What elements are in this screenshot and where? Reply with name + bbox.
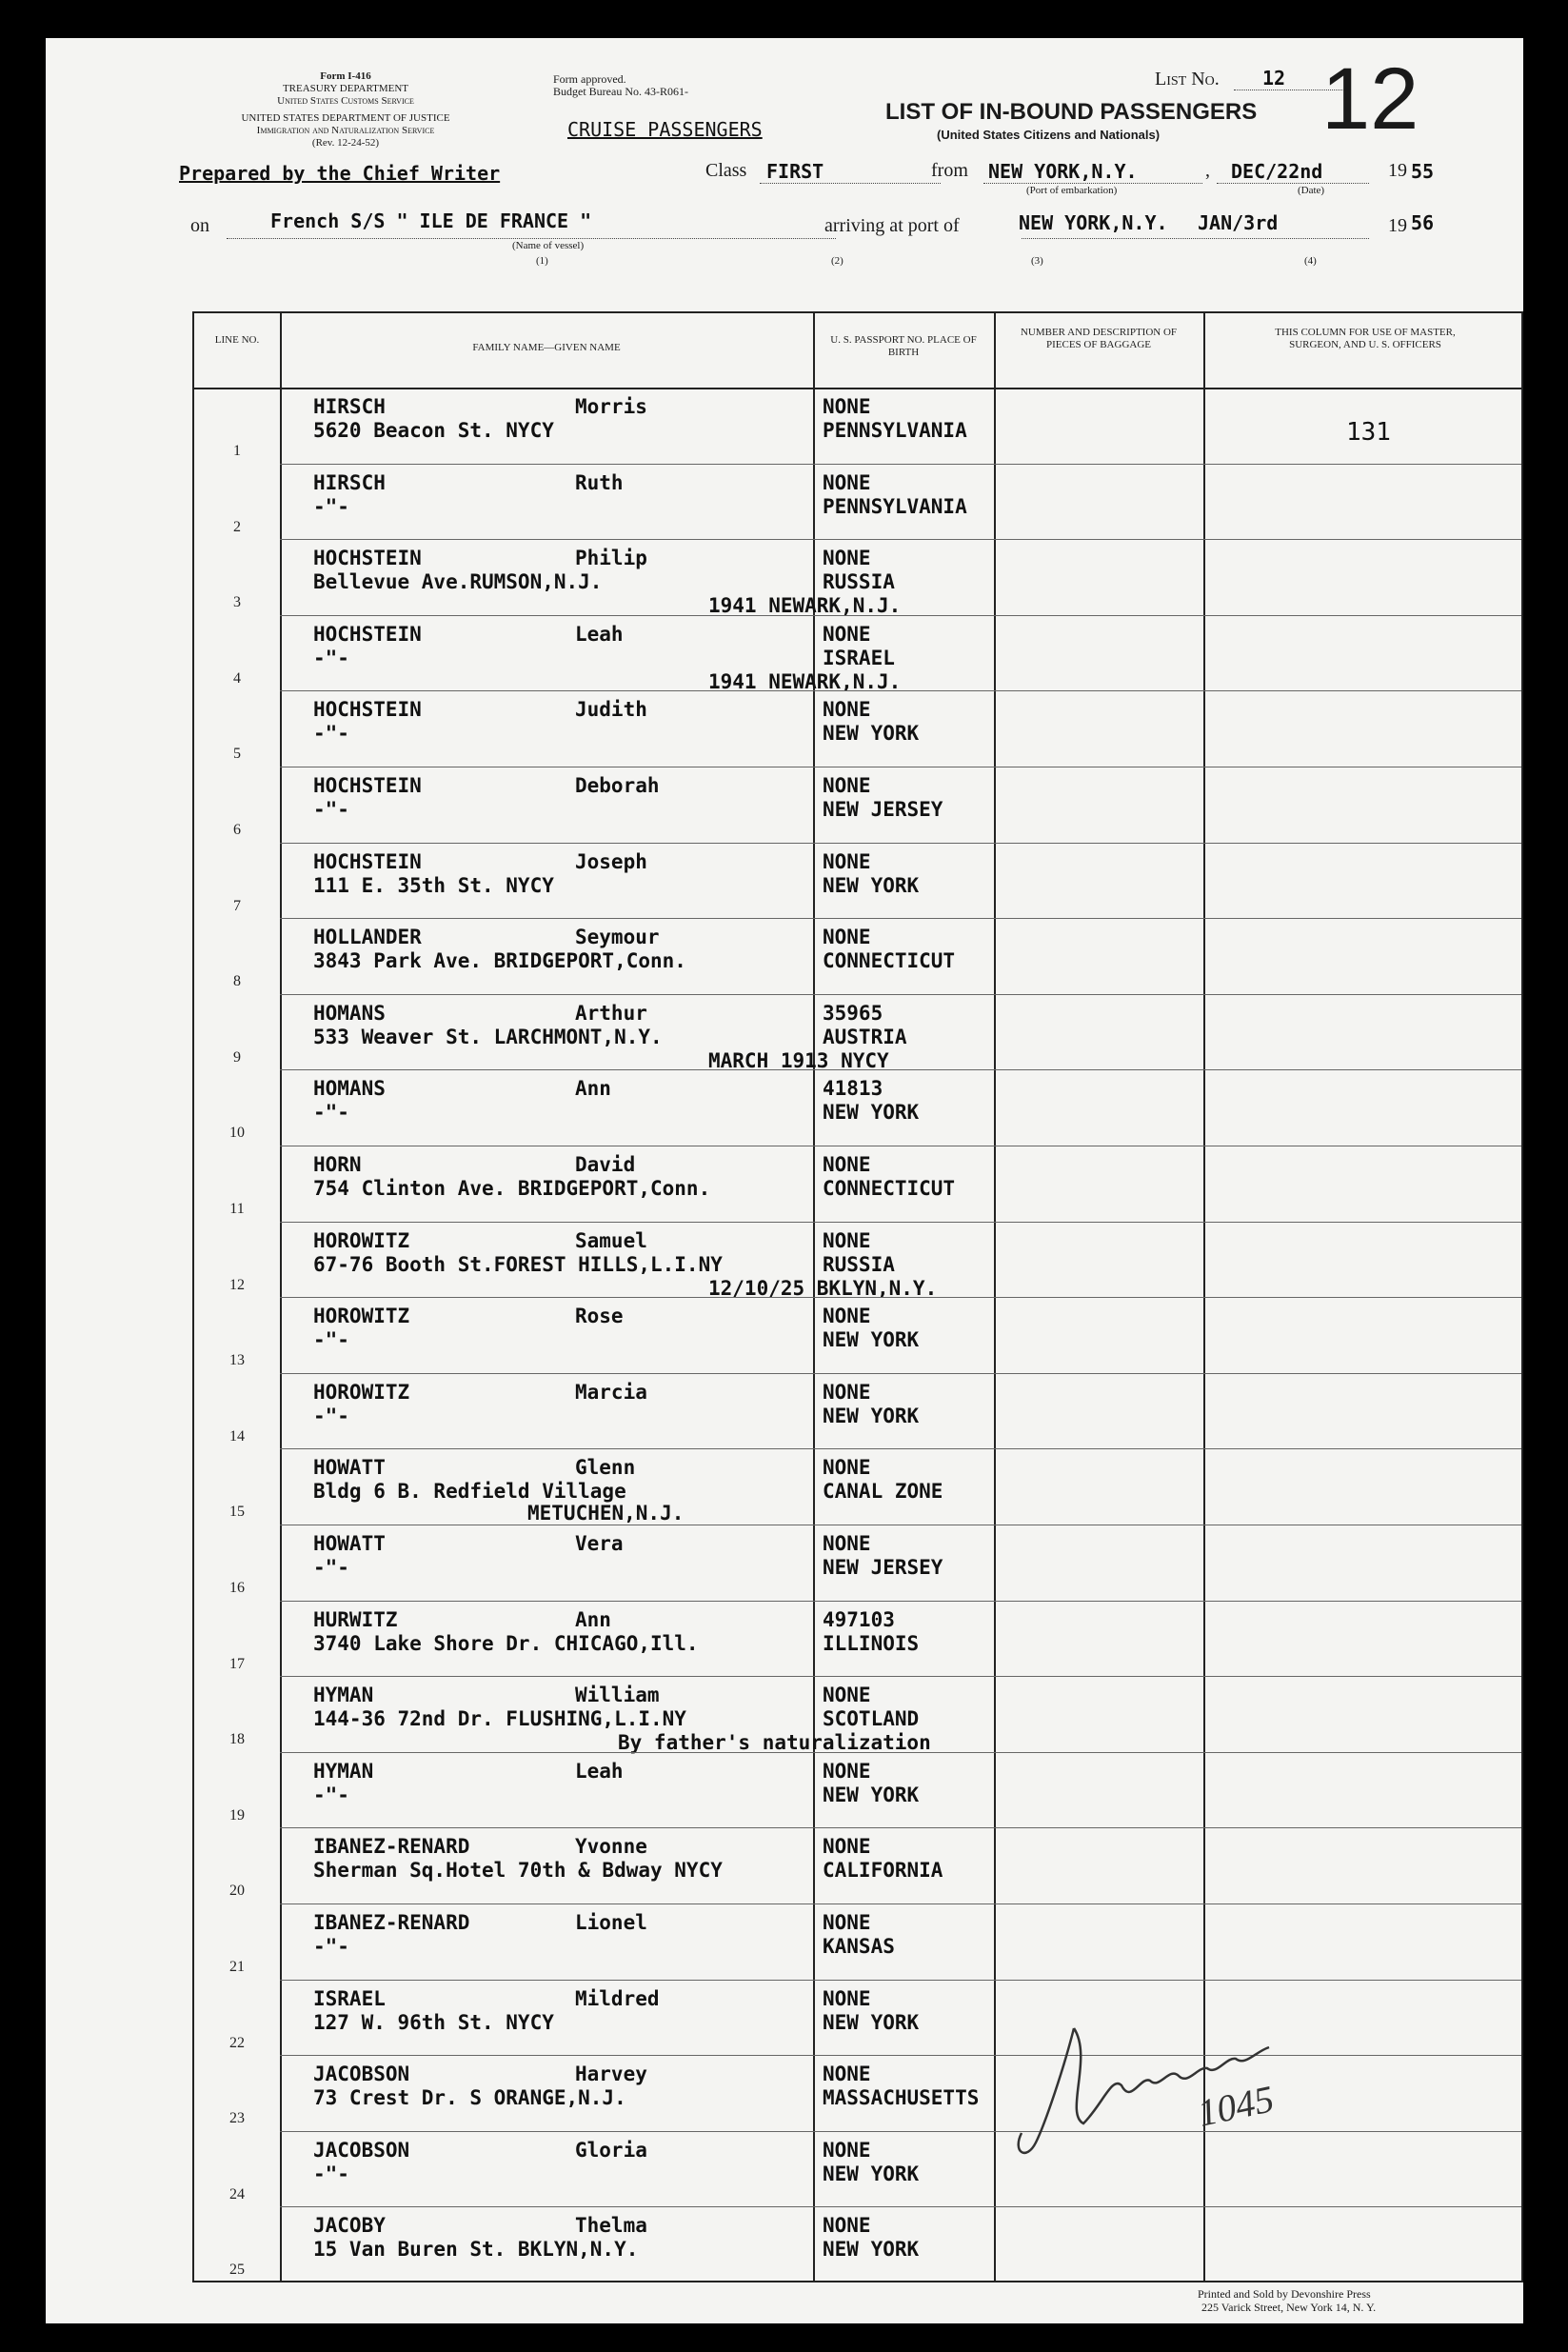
line-number: 19	[229, 1806, 245, 1824]
passport-number: NONE	[823, 470, 871, 494]
line-number: 8	[233, 973, 241, 990]
given-name: Yvonne	[575, 1835, 647, 1859]
given-name: Lionel	[575, 1911, 647, 1934]
line-number: 11	[229, 1201, 245, 1217]
naturalization-note: 1941 NEWARK,N.J.	[708, 594, 902, 618]
arrival-port: NEW YORK,N.Y.	[1019, 211, 1168, 234]
family-name: HOCHSTEIN	[313, 547, 422, 570]
given-name: Harvey	[575, 2063, 647, 2086]
place-of-birth: NEW YORK	[823, 2162, 920, 2185]
passport-number: NONE	[823, 1456, 871, 1480]
family-name: HOWATT	[313, 1456, 386, 1480]
line-number: 18	[229, 1731, 245, 1748]
family-name: HIRSCH	[313, 395, 386, 418]
place-of-birth: NEW YORK	[823, 1101, 920, 1125]
address: -"-	[313, 1935, 349, 1958]
naturalization-note: By father's naturalization	[618, 1731, 931, 1755]
given-name: Marcia	[575, 1380, 647, 1404]
address: Sherman Sq.Hotel 70th & Bdway NYCY	[313, 1859, 723, 1883]
place-of-birth: RUSSIA	[823, 1252, 895, 1276]
passport-number: NONE	[823, 622, 871, 646]
given-name: Glenn	[575, 1456, 636, 1480]
family-name: ISRAEL	[313, 1986, 386, 2010]
line-number: 17	[229, 1655, 245, 1672]
list-no-label: List No.	[1155, 69, 1220, 90]
address: 73 Crest Dr. S ORANGE,N.J.	[313, 2086, 626, 2110]
port-caption: (Port of embarkation)	[1026, 185, 1118, 196]
address: -"-	[313, 1404, 349, 1427]
passport-number: 497103	[823, 1607, 895, 1631]
family-name: HOCHSTEIN	[313, 698, 422, 722]
place-of-birth: PENNSYLVANIA	[823, 494, 967, 518]
given-name: Deborah	[575, 774, 660, 797]
given-name: Ann	[575, 1607, 611, 1631]
given-name: Philip	[575, 547, 647, 570]
address: 67-76 Booth St.FOREST HILLS,L.I.NY	[313, 1252, 723, 1276]
place-of-birth: ISRAEL	[823, 646, 895, 669]
given-name: David	[575, 1153, 636, 1176]
header-officers: THIS COLUMN FOR USE OF MASTER, SURGEON, AND U. S. OFFICERS	[1275, 327, 1456, 350]
given-name: Vera	[575, 1532, 624, 1555]
place-of-birth: PENNSYLVANIA	[823, 419, 967, 442]
given-name: Ann	[575, 1077, 611, 1101]
comma: ,	[1205, 160, 1210, 181]
line-number: 3	[233, 594, 241, 611]
passport-number: NONE	[823, 849, 871, 873]
passport-number: NONE	[823, 1532, 871, 1555]
given-name: Judith	[575, 698, 647, 722]
address: -"-	[313, 646, 349, 669]
address: 533 Weaver St. LARCHMONT,N.Y.	[313, 1025, 663, 1048]
passport-number: 41813	[823, 1077, 883, 1101]
family-name: HOMANS	[313, 1001, 386, 1025]
address: Bldg 6 B. Redfield Village	[313, 1480, 626, 1504]
line-number: 5	[233, 746, 241, 763]
family-name: HOMANS	[313, 1077, 386, 1101]
arriving-label: arriving at port of	[824, 215, 960, 236]
address: 15 Van Buren St. BKLYN,N.Y.	[313, 2238, 639, 2262]
passport-number: NONE	[823, 1684, 871, 1707]
place-of-birth: CONNECTICUT	[823, 949, 956, 973]
family-name: HORN	[313, 1153, 362, 1176]
passport-number: NONE	[823, 547, 871, 570]
cruise-passengers-stamp: CRUISE PASSENGERS	[567, 118, 763, 141]
given-name: Gloria	[575, 2138, 647, 2162]
passport-number: NONE	[823, 1835, 871, 1859]
passport-number: NONE	[823, 1153, 871, 1176]
family-name: HOCHSTEIN	[313, 622, 422, 646]
place-of-birth: NEW YORK	[823, 1783, 920, 1806]
document-title: LIST OF IN-BOUND PASSENGERS	[885, 99, 1258, 125]
address: 144-36 72nd Dr. FLUSHING,L.I.NY	[313, 1707, 686, 1731]
col-num-3: (3)	[1031, 255, 1043, 267]
passport-number: NONE	[823, 2214, 871, 2238]
place-of-birth: NEW YORK	[823, 1404, 920, 1427]
family-name: HOCHSTEIN	[313, 849, 422, 873]
address: -"-	[313, 1328, 349, 1352]
family-name: HYMAN	[313, 1759, 374, 1783]
passport-number: NONE	[823, 2138, 871, 2162]
family-name: JACOBSON	[313, 2138, 410, 2162]
arrival-date: JAN/3rd	[1198, 211, 1279, 234]
address: -"-	[313, 1783, 349, 1806]
place-of-birth: ILLINOIS	[823, 1631, 920, 1655]
given-name: Joseph	[575, 849, 647, 873]
col-num-2: (2)	[831, 255, 844, 267]
passport-number: 35965	[823, 1001, 883, 1025]
family-name: IBANEZ-RENARD	[313, 1911, 470, 1934]
line-number: 22	[229, 2034, 245, 2051]
from-date: DEC/22nd	[1231, 160, 1323, 183]
address: 754 Clinton Ave. BRIDGEPORT,Conn.	[313, 1177, 711, 1200]
ins-service: Immigration and Naturalization Service	[256, 125, 435, 136]
family-name: JACOBSON	[313, 2063, 410, 2086]
family-name: HYMAN	[313, 1684, 374, 1707]
given-name: Samuel	[575, 1228, 647, 1252]
budget-bureau: Budget Bureau No. 43-R061-	[553, 85, 688, 98]
naturalization-note: MARCH 1913 NYCY	[708, 1048, 889, 1072]
line-number: 12	[229, 1276, 245, 1293]
printer-line-1: Printed and Sold by Devonshire Press	[1198, 2287, 1371, 2301]
given-name: Seymour	[575, 926, 660, 949]
place-of-birth: KANSAS	[823, 1935, 895, 1958]
passport-number: NONE	[823, 1305, 871, 1328]
handwritten-number: 1045	[1194, 2077, 1278, 2135]
class-label: Class	[705, 160, 747, 181]
given-name: Leah	[575, 622, 624, 646]
place-of-birth: AUSTRIA	[823, 1025, 907, 1048]
address: Bellevue Ave.RUMSON,N.J.	[313, 570, 603, 594]
address: 127 W. 96th St. NYCY	[313, 2010, 554, 2034]
family-name: JACOBY	[313, 2214, 386, 2238]
list-no-value: 12	[1262, 67, 1286, 90]
header-line-no: LINE NO.	[214, 334, 260, 346]
address: 3740 Lake Shore Dr. CHICAGO,Ill.	[313, 1631, 699, 1655]
line-number: 7	[233, 897, 241, 914]
header-baggage: NUMBER AND DESCRIPTION OF PIECES OF BAGGAGE	[1020, 327, 1178, 350]
family-name: IBANEZ-RENARD	[313, 1835, 470, 1859]
passport-number: NONE	[823, 774, 871, 797]
list-no-handwritten: 12	[1321, 50, 1419, 148]
line-number: 16	[229, 1580, 245, 1596]
line-number: 4	[233, 669, 241, 687]
family-name: HOCHSTEIN	[313, 774, 422, 797]
line-number: 9	[233, 1048, 241, 1066]
given-name: Morris	[575, 395, 647, 418]
vessel-caption: (Name of vessel)	[512, 240, 585, 251]
family-name: HOROWITZ	[313, 1380, 410, 1404]
passport-number: NONE	[823, 2063, 871, 2086]
address: -"-	[313, 798, 349, 821]
revision: (Rev. 12-24-52)	[311, 137, 380, 149]
line-number: 6	[233, 822, 241, 838]
form-approved: Form approved.	[553, 72, 626, 86]
passport-number: NONE	[823, 1986, 871, 2010]
address-line-2: METUCHEN,N.J.	[527, 1502, 685, 1525]
line-number: 20	[229, 1883, 245, 1900]
treasury-dept: TREASURY DEPARTMENT	[282, 83, 409, 94]
family-name: HOLLANDER	[313, 926, 422, 949]
line-number: 13	[229, 1352, 245, 1369]
passenger-table	[192, 311, 1523, 2282]
address: -"-	[313, 1556, 349, 1579]
address: -"-	[313, 2162, 349, 2185]
line-number: 2	[233, 518, 241, 535]
address: -"-	[313, 494, 349, 518]
line-number: 14	[229, 1427, 245, 1445]
given-name: Mildred	[575, 1986, 660, 2010]
officer-note: 131	[1346, 418, 1391, 447]
place-of-birth: NEW JERSEY	[823, 1556, 943, 1579]
address: 3843 Park Ave. BRIDGEPORT,Conn.	[313, 949, 686, 973]
family-name: HOROWITZ	[313, 1228, 410, 1252]
line-number: 23	[229, 2110, 245, 2127]
prepared-by: Prepared by the Chief Writer	[179, 162, 501, 185]
line-number: 1	[233, 443, 241, 459]
place-of-birth: NEW YORK	[823, 722, 920, 746]
header-name: FAMILY NAME—GIVEN NAME	[472, 342, 621, 353]
address: 5620 Beacon St. NYCY	[313, 419, 554, 442]
passport-number: NONE	[823, 698, 871, 722]
arrival-year-prefix: 19	[1388, 215, 1407, 236]
justice-dept: UNITED STATES DEPARTMENT OF JUSTICE	[241, 112, 450, 124]
family-name: HOWATT	[313, 1532, 386, 1555]
line-number: 15	[229, 1504, 245, 1521]
line-number: 10	[229, 1125, 245, 1142]
class-value: FIRST	[766, 160, 824, 183]
header-passport: U. S. PASSPORT NO. PLACE OF BIRTH	[830, 334, 977, 358]
line-number: 25	[229, 2262, 245, 2279]
place-of-birth: NEW JERSEY	[823, 798, 943, 821]
given-name: William	[575, 1684, 660, 1707]
place-of-birth: CANAL ZONE	[823, 1480, 943, 1504]
naturalization-note: 12/10/25 BKLYN,N.Y.	[708, 1276, 938, 1300]
printer-line-2: 225 Varick Street, New York 14, N. Y.	[1201, 2301, 1377, 2314]
family-name: HURWITZ	[313, 1607, 398, 1631]
from-port: NEW YORK,N.Y.	[988, 160, 1138, 183]
col-num-1: (1)	[536, 255, 548, 267]
passport-number: NONE	[823, 1380, 871, 1404]
given-name: Arthur	[575, 1001, 647, 1025]
from-label: from	[931, 160, 968, 181]
address: -"-	[313, 1101, 349, 1125]
document-subtitle: (United States Citizens and Nationals)	[937, 128, 1161, 142]
year-prefix: 19	[1388, 160, 1407, 181]
date-caption: (Date)	[1298, 185, 1325, 196]
passport-number: NONE	[823, 395, 871, 418]
col-num-4: (4)	[1304, 255, 1317, 267]
from-year: 55	[1411, 160, 1435, 183]
family-name: HOROWITZ	[313, 1305, 410, 1328]
naturalization-note: 1941 NEWARK,N.J.	[708, 669, 902, 693]
passport-number: NONE	[823, 1759, 871, 1783]
vessel-name: French S/S " ILE DE FRANCE "	[270, 209, 592, 232]
place-of-birth: NEW YORK	[823, 2238, 920, 2262]
address: -"-	[313, 722, 349, 746]
place-of-birth: MASSACHUSETTS	[823, 2086, 980, 2110]
customs-service: United States Customs Service	[277, 95, 414, 107]
place-of-birth: SCOTLAND	[823, 1707, 920, 1731]
form-number: Form I-416	[320, 70, 371, 82]
place-of-birth: NEW YORK	[823, 1328, 920, 1352]
place-of-birth: NEW YORK	[823, 873, 920, 897]
given-name: Rose	[575, 1305, 624, 1328]
given-name: Leah	[575, 1759, 624, 1783]
passport-number: NONE	[823, 1911, 871, 1934]
passport-number: NONE	[823, 1228, 871, 1252]
on-label: on	[190, 215, 209, 236]
place-of-birth: RUSSIA	[823, 570, 895, 594]
passport-number: NONE	[823, 926, 871, 949]
place-of-birth: CALIFORNIA	[823, 1859, 943, 1883]
family-name: HIRSCH	[313, 470, 386, 494]
line-number: 24	[229, 2185, 245, 2203]
given-name: Thelma	[575, 2214, 647, 2238]
line-number: 21	[229, 1959, 245, 1975]
arrival-year: 56	[1411, 211, 1435, 234]
place-of-birth: CONNECTICUT	[823, 1177, 956, 1200]
address: 111 E. 35th St. NYCY	[313, 873, 554, 897]
passenger-manifest-page	[46, 38, 1523, 2323]
given-name: Ruth	[575, 470, 624, 494]
place-of-birth: NEW YORK	[823, 2010, 920, 2034]
